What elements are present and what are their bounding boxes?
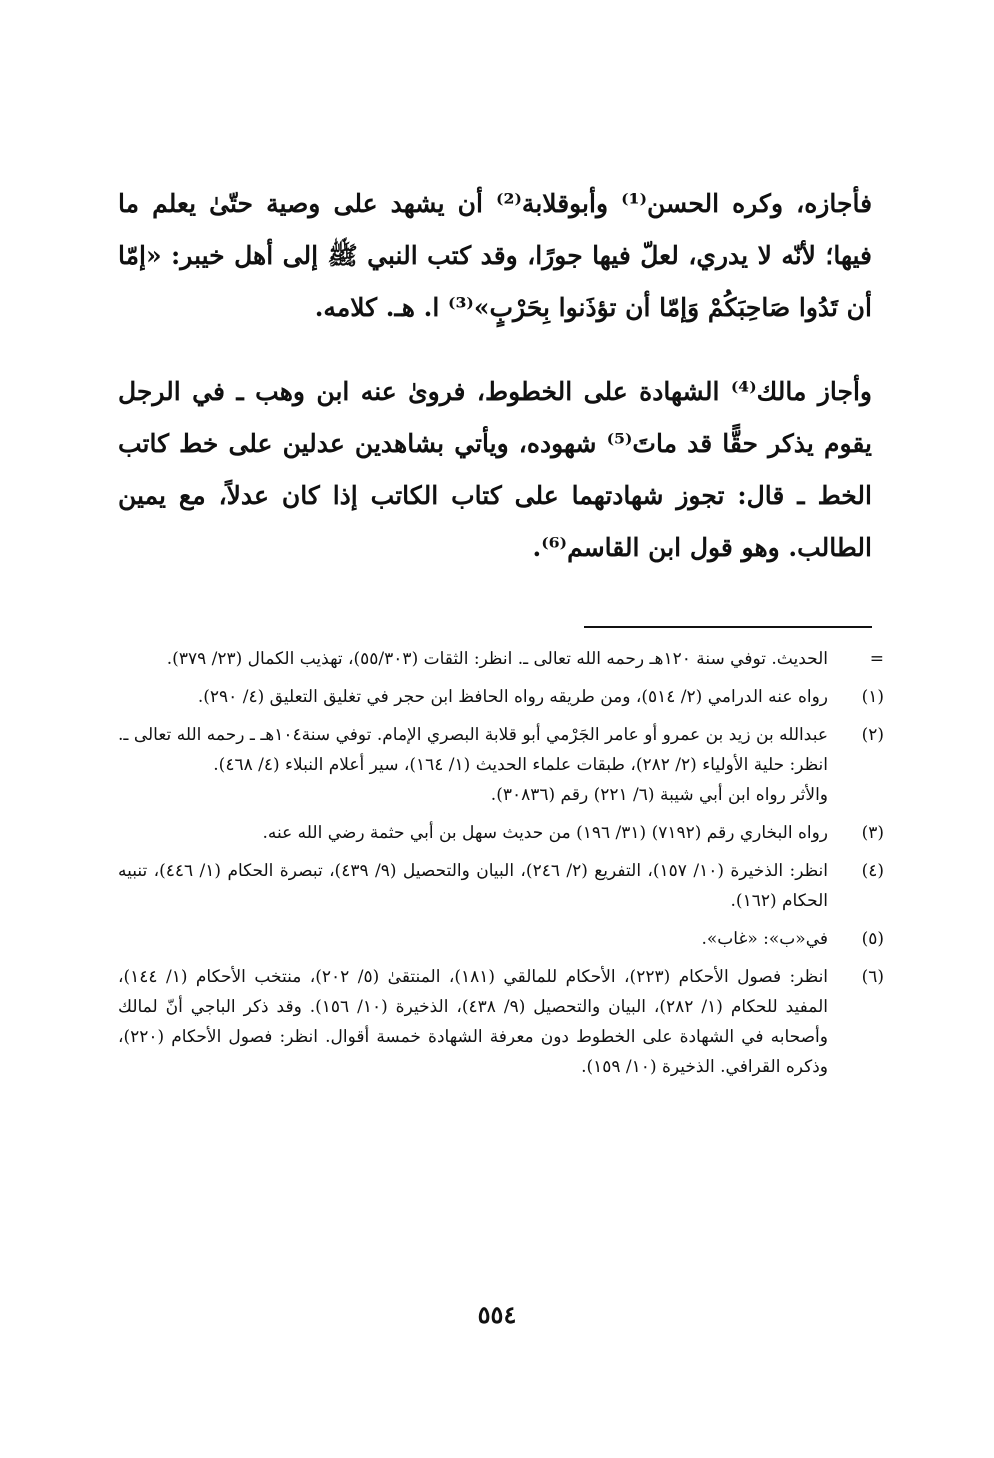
footnote-text	[118, 924, 828, 954]
footnote-line: انظر: فصول الأحكام (٢٢٣)، الأحكام للمالقي (١٨١)، المنتقىٰ (٥/ ٢٠٢)، منتخب الأحكام (١/ ١٤٤)، المفيد للحكام (١/ ٢٨٢)، البيان والتحصيل (٩/ ٤٣٨)، الذخيرة (١٠/ ١٥٦). وقد ذكر الباجي أنّ لمالك وأصحابه في الشهادة على الخطوط دون معرفة الشهادة خمسة أقوال. انظر: فصول الأحكام (٢٢٠)، وذكره القرافي. الذخيرة (١٠/ ١٥٩).	[118, 967, 829, 1077]
footnote-text	[118, 644, 828, 674]
footnote-number: =	[869, 649, 884, 669]
footnote-1	[118, 682, 884, 712]
footnote-line: انظر: الذخيرة (١٠/ ١٥٧)، التفريع (٢/ ٢٤٦)، البيان والتحصيل (٩/ ٤٣٩)، تبصرة الحكام (١/ ٤٤٦)، تنبيه الحكام (١٦٢).	[118, 861, 829, 911]
main-paragraph: وأجاز مالك⁽⁴⁾ الشهادة على الخطوط، فروىٰ عنه ابن وهب ـ في الرجل يقوم يذكر حقًّا قد ماتَ⁽⁵⁾ شهوده، ويأتي بشاهدين عدلين على خط كاتب الخط ـ قال: تجوز شهادتهما على كتاب الكاتب إذا كان عدلاً، مع يمين الطالب. وهو قول ابن القاسم⁽⁶⁾.	[118, 377, 872, 562]
footnote-number: (٥)	[861, 929, 884, 949]
footnote-text	[118, 962, 828, 1082]
footnote-4	[118, 856, 884, 916]
footnote-line: عبدالله بن زيد بن عمرو أو عامر الجَرْمي أبو قلابة البصري الإمام. توفي سنة١٠٤هـ ـ رحمه الله تعالى ـ. انظر: حلية الأولياء (٢/ ٢٨٢)، طبقات علماء الحديث (١/ ١٦٤)، سير أعلام النبلاء (٤/ ٤٦٨).	[118, 725, 828, 775]
footnote-text	[118, 856, 828, 916]
footnote-line: في«ب»: «غاب».	[701, 929, 828, 949]
footnote-text	[118, 720, 828, 810]
footnote-text	[118, 818, 828, 848]
footnote-line: الحديث. توفي سنة ١٢٠هـ رحمه الله تعالى ـ. انظر: الثقات (٥٥/٣٠٣)، تهذيب الكمال (٢٣/ ٣٧٩).	[166, 649, 828, 669]
footnote-line: رواه البخاري رقم (٧١٩٢) (٣١/ ١٩٦) من حديث سهل بن أبي حثمة رضي الله عنه.	[262, 823, 828, 843]
footnote-5	[118, 924, 884, 954]
footnote-number: (١)	[861, 687, 884, 707]
footnote-6	[118, 962, 884, 1082]
footnote-number: (٦)	[861, 967, 884, 987]
footnote-text	[118, 682, 828, 712]
footnote-line: رواه عنه الدرامي (٢/ ٥١٤)، ومن طريقه رواه الحافظ ابن حجر في تغليق التعليق (٤/ ٢٩٠).	[197, 687, 828, 707]
page-number: ٥٥٤	[477, 1300, 517, 1329]
footnote-number: (٤)	[861, 861, 884, 881]
footnote-3	[118, 818, 884, 848]
footnote-divider	[584, 626, 872, 628]
footnote-line: والأثر رواه ابن أبي شيبة (٦/ ٢٢١) رقم (٣٠٨٣٦).	[490, 785, 828, 805]
main-text	[118, 178, 872, 574]
footnote-number: (٣)	[861, 823, 884, 843]
footnote-number: (٢)	[861, 725, 884, 745]
footnotes	[118, 644, 884, 1090]
footnote-continuation	[118, 644, 884, 674]
footnote-2	[118, 720, 884, 810]
main-paragraph: فأجازه، وكره الحسن⁽¹⁾ وأبوقلابة⁽²⁾ أن يشهد على وصية حتّىٰ يعلم ما فيها؛ لأنّه لا يدري، لعلّ فيها جورًا، وقد كتب النبي ﷺ إلى أهل خيبر: «إمّا أن تَدُوا صَاحِبَكُمْ وَإمّا أن تؤذَنوا بِحَرْبٍ»⁽³⁾ ا. هـ. كلامه.	[118, 189, 873, 322]
